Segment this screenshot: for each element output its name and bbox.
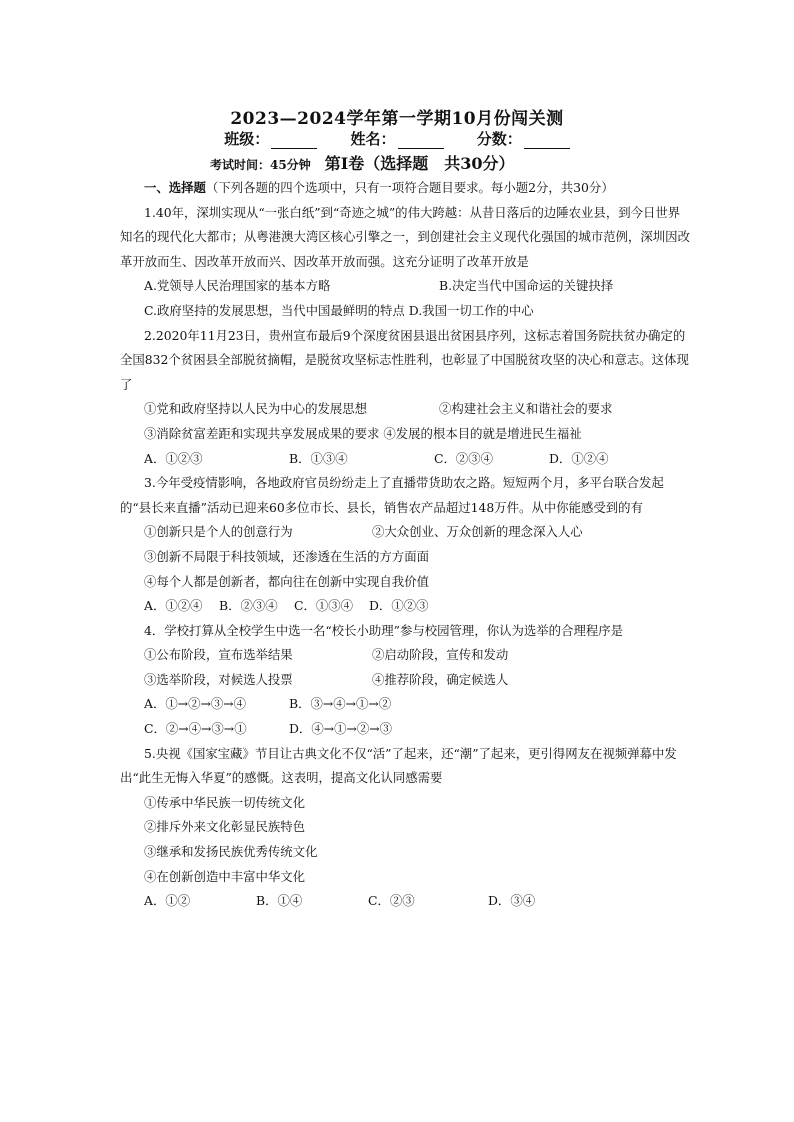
question-3-option-d[interactable]: D．①②③ [369,598,429,614]
question-1-option-d[interactable]: D.我国一切工作的中心 [408,302,534,318]
question-1-option-b[interactable]: B.决定当代中国命运的关键抉择 [439,278,614,294]
question-3-statement-3: ③创新不局限于科技领域，还渗透在生活的方方面面 [144,548,429,564]
question-4-option-b[interactable]: B．③→④→①→② [289,696,392,712]
question-3-options [120,594,690,619]
question-content [120,176,690,914]
score-blank[interactable] [524,134,570,149]
question-5-stem: 5.央视《国家宝藏》节目让古典文化不仅“活”了起来，还“潮”了起来，更引得网友在视频弹幕中发出“此生无悔入华夏”的感慨。这表明，提高文化认同感需要 [120,745,677,786]
question-2-options [120,447,690,472]
question-4-options-row1 [120,692,690,717]
question-4-option-c[interactable]: C．②→④→③→① [144,721,247,737]
score-field [477,128,570,149]
question-3-option-b[interactable]: B．②③④ [219,598,278,614]
question-5-statement-3: ③继承和发扬民族优秀传统文化 [144,844,318,860]
volume-title: 第Ⅰ卷（选择题 共30分） [324,154,515,173]
question-2-statements-row1 [120,397,690,422]
question-4-statement-1: ①公布阶段，宣布选举结果 [144,647,293,663]
question-2-stem: 2.2020年11月23日，贵州宣布最后9个深度贫困县退出贫困县序列，这标志着国务院扶贫办确定的全国832个贫困县全部脱贫摘帽，是脱贫攻坚标志性胜利，也彰显了中国脱贫攻坚的决心和意志。这体现了 [120,327,689,392]
question-2-option-d[interactable]: D．①②④ [549,450,609,466]
question-4-statement-3: ③选举阶段，对候选人投票 [144,671,293,687]
question-1-option-a[interactable]: A.党领导人民治理国家的基本方略 [144,278,331,294]
question-3-statements-row1 [120,520,690,545]
question-5-statement-1: ①传承中华民族一切传统文化 [144,794,306,810]
question-3-statement-2: ②大众创业、万众创新的理念深入人心 [372,524,583,540]
question-5-option-b[interactable]: B．①④ [256,893,303,909]
section-heading [120,176,690,201]
question-2-option-c[interactable]: C．②③④ [434,450,494,466]
question-4-options-row2 [120,717,690,742]
question-2-statement-2: ②构建社会主义和谐社会的要求 [439,401,613,417]
question-4-statements-row2 [120,668,690,693]
question-5-statement-2: ②排斥外来文化彰显民族特色 [144,819,306,835]
question-4-stem: 4．学校打算从全校学生中选一名“校长小助理”参与校园管理，你认为选举的合理程序是 [144,622,624,638]
score-label: 分数： [476,130,522,148]
class-blank[interactable] [271,134,317,149]
exam-meta-line [210,151,630,174]
question-2-statement-1: ①党和政府坚持以人民为中心的发展思想 [144,401,368,417]
section-title: 一、选择题 [144,180,206,195]
question-1-stem: 1.40年，深圳实现从“一张白纸”到“奇迹之城”的伟大跨越：从昔日落后的边陲农业县，到今日世界知名的现代化大都市；从粤港澳大湾区核心引擎之一，到创建社会主义现代化强国的城市范例，深圳因改革开放而生、因改革开放而兴、因改革开放而强。这充分证明了改革开放是 [120,204,690,269]
question-2-option-a[interactable]: A．①②③ [144,450,203,466]
question-5-option-c[interactable]: C．②③ [368,893,415,909]
question-2-option-b[interactable]: B．①③④ [289,450,348,466]
question-3-stem: 3.今年受疫情影响，各地政府官员纷纷走上了直播带货助农之路。短短两个月，多平台联合发起的“县长来直播”活动已迎来60多位市长、县长，销售农产品超过148万件。从中你能感受到的有 [120,475,664,515]
class-field [224,128,317,149]
question-2-statement-3: ③消除贫富差距和实现共享发展成果的要求 [144,425,380,441]
question-5-options [120,889,690,914]
exam-title: 2023—2024学年第一学期10月份闯关测 [230,109,564,129]
question-2-statement-4: ④发展的根本目的就是增进民生福祉 [383,425,582,441]
question-1-options-row1 [120,274,690,299]
question-4-statement-4: ④推荐阶段，确定候选人 [372,671,509,687]
student-info-line [0,128,794,149]
question-5-option-a[interactable]: A．①② [144,893,191,909]
question-5-statement-4: ④在创新创造中丰富中华文化 [144,868,306,884]
question-3-option-c[interactable]: C．①③④ [294,598,354,614]
question-3-statement-1: ①创新只是个人的创意行为 [144,524,293,540]
question-1-options-row2 [120,299,690,324]
name-field [350,128,443,149]
question-4-statement-2: ②启动阶段，宣传和发动 [372,647,509,663]
question-4-option-a[interactable]: A．①→②→③→④ [144,696,247,712]
name-label: 姓名： [350,130,396,148]
class-label: 班级： [224,130,270,148]
exam-time: 考试时间：45分钟 [210,158,311,172]
question-1-option-c[interactable]: C.政府坚持的发展思想，当代中国最鲜明的特点 [144,302,405,318]
question-4-statements-row1 [120,643,690,668]
question-4-option-d[interactable]: D．④→①→②→③ [289,721,393,737]
section-instruction: （下列各题的四个选项中，只有一项符合题目要求。每小题2分，共30分） [205,180,614,195]
question-5-option-d[interactable]: D．③④ [488,893,536,909]
question-2-statements-row2 [120,422,690,447]
question-3-statement-4: ④每个人都是创新者，都向往在创新中实现自我价值 [144,573,429,589]
name-blank[interactable] [398,134,444,149]
question-3-option-a[interactable]: A．①②④ [144,598,203,614]
